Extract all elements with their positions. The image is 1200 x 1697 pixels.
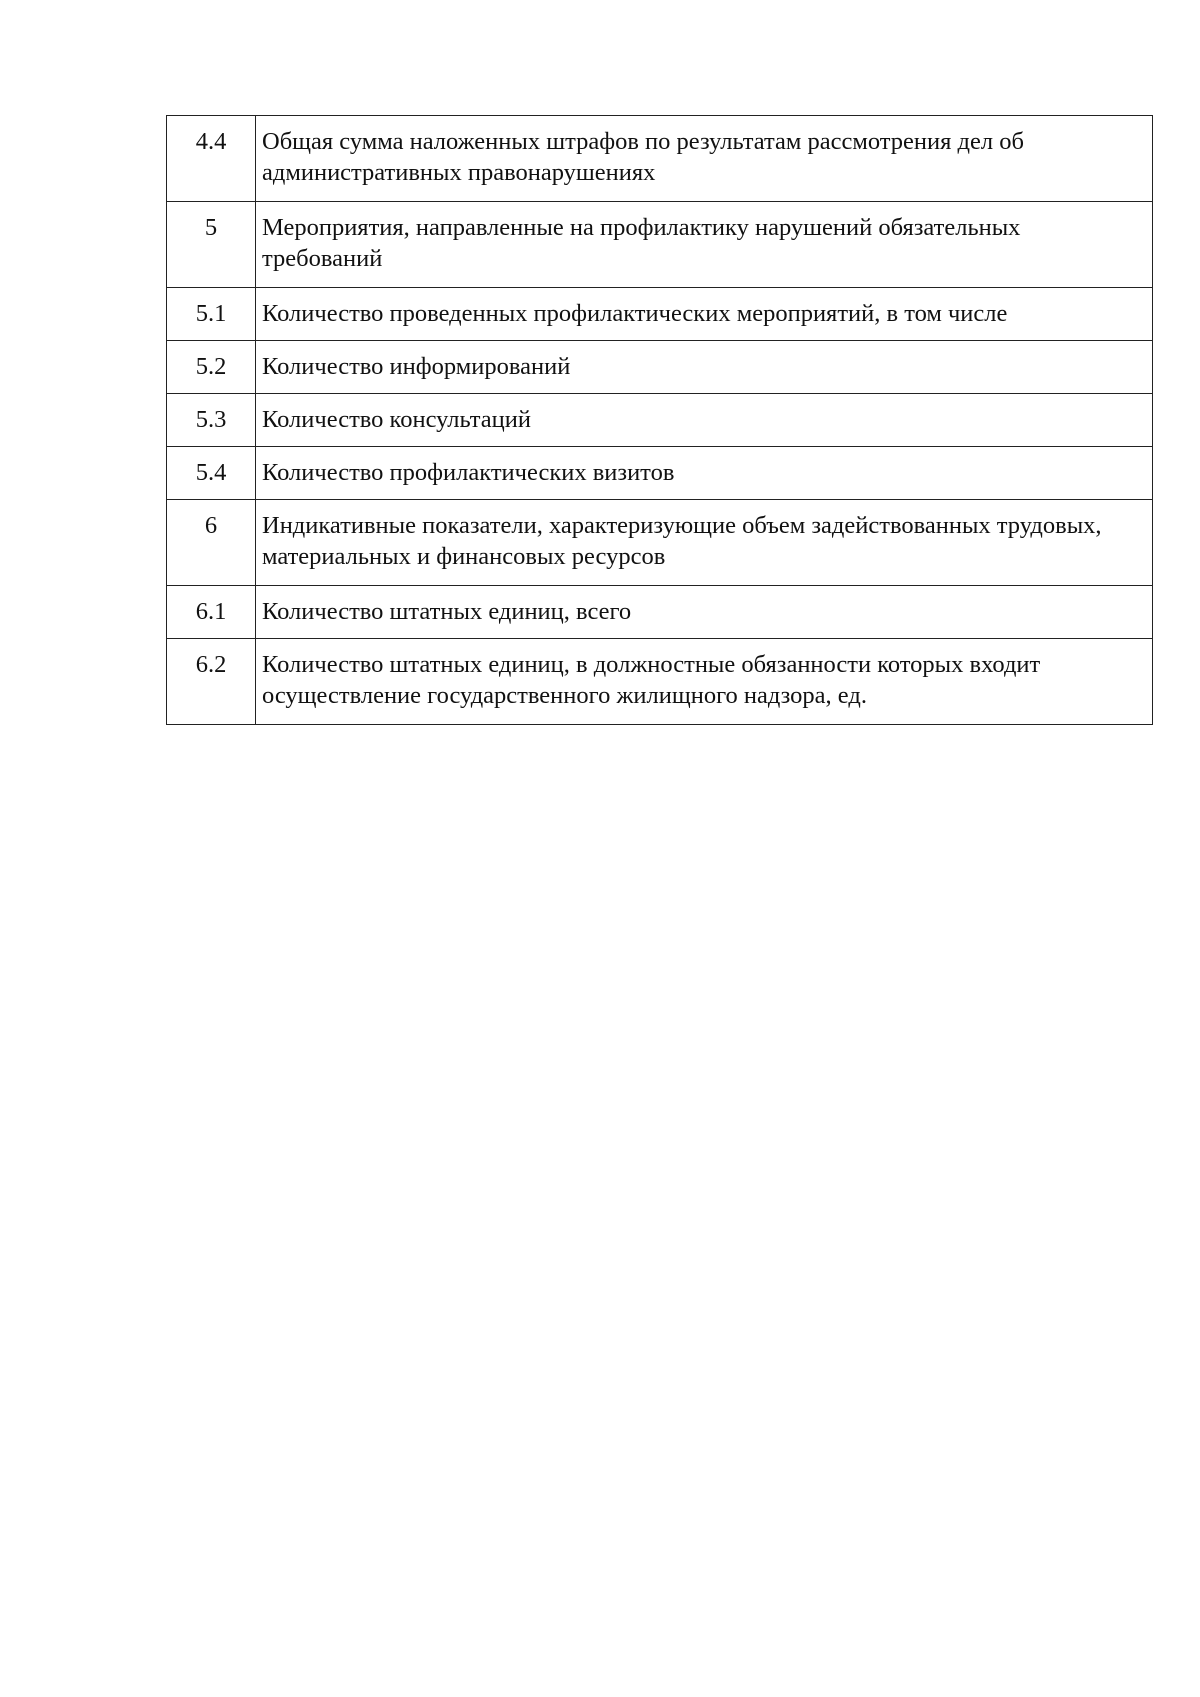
row-description: Количество профилактических визитов: [256, 447, 1153, 500]
table-row: [167, 639, 1153, 725]
row-description: Количество информирований: [256, 341, 1153, 394]
row-number: 4.4: [167, 116, 256, 202]
row-description: Общая сумма наложенных штрафов по результатам рассмотрения дел об административных правонарушениях: [256, 116, 1153, 202]
table-row: [167, 116, 1153, 202]
row-number: 5.3: [167, 394, 256, 447]
row-description: Количество консультаций: [256, 394, 1153, 447]
table-row: [167, 202, 1153, 288]
indicators-table: [166, 115, 1153, 725]
table-row: [167, 288, 1153, 341]
row-number: 6.1: [167, 586, 256, 639]
row-number: 5: [167, 202, 256, 288]
table-row: [167, 341, 1153, 394]
table-row: [167, 586, 1153, 639]
table-row: [167, 500, 1153, 586]
row-number: 5.4: [167, 447, 256, 500]
table-row: [167, 447, 1153, 500]
row-description: Индикативные показатели, характеризующие объем задействованных трудовых, материальных и финансовых ресурсов: [256, 500, 1153, 586]
row-number: 5.1: [167, 288, 256, 341]
row-description: Количество штатных единиц, в должностные обязанности которых входит осуществление государственного жилищного надзора, ед.: [256, 639, 1153, 725]
row-description: Количество штатных единиц, всего: [256, 586, 1153, 639]
row-number: 6: [167, 500, 256, 586]
row-number: 6.2: [167, 639, 256, 725]
row-description: Мероприятия, направленные на профилактику нарушений обязательных требований: [256, 202, 1153, 288]
row-description: Количество проведенных профилактических мероприятий, в том числе: [256, 288, 1153, 341]
table-row: [167, 394, 1153, 447]
row-number: 5.2: [167, 341, 256, 394]
